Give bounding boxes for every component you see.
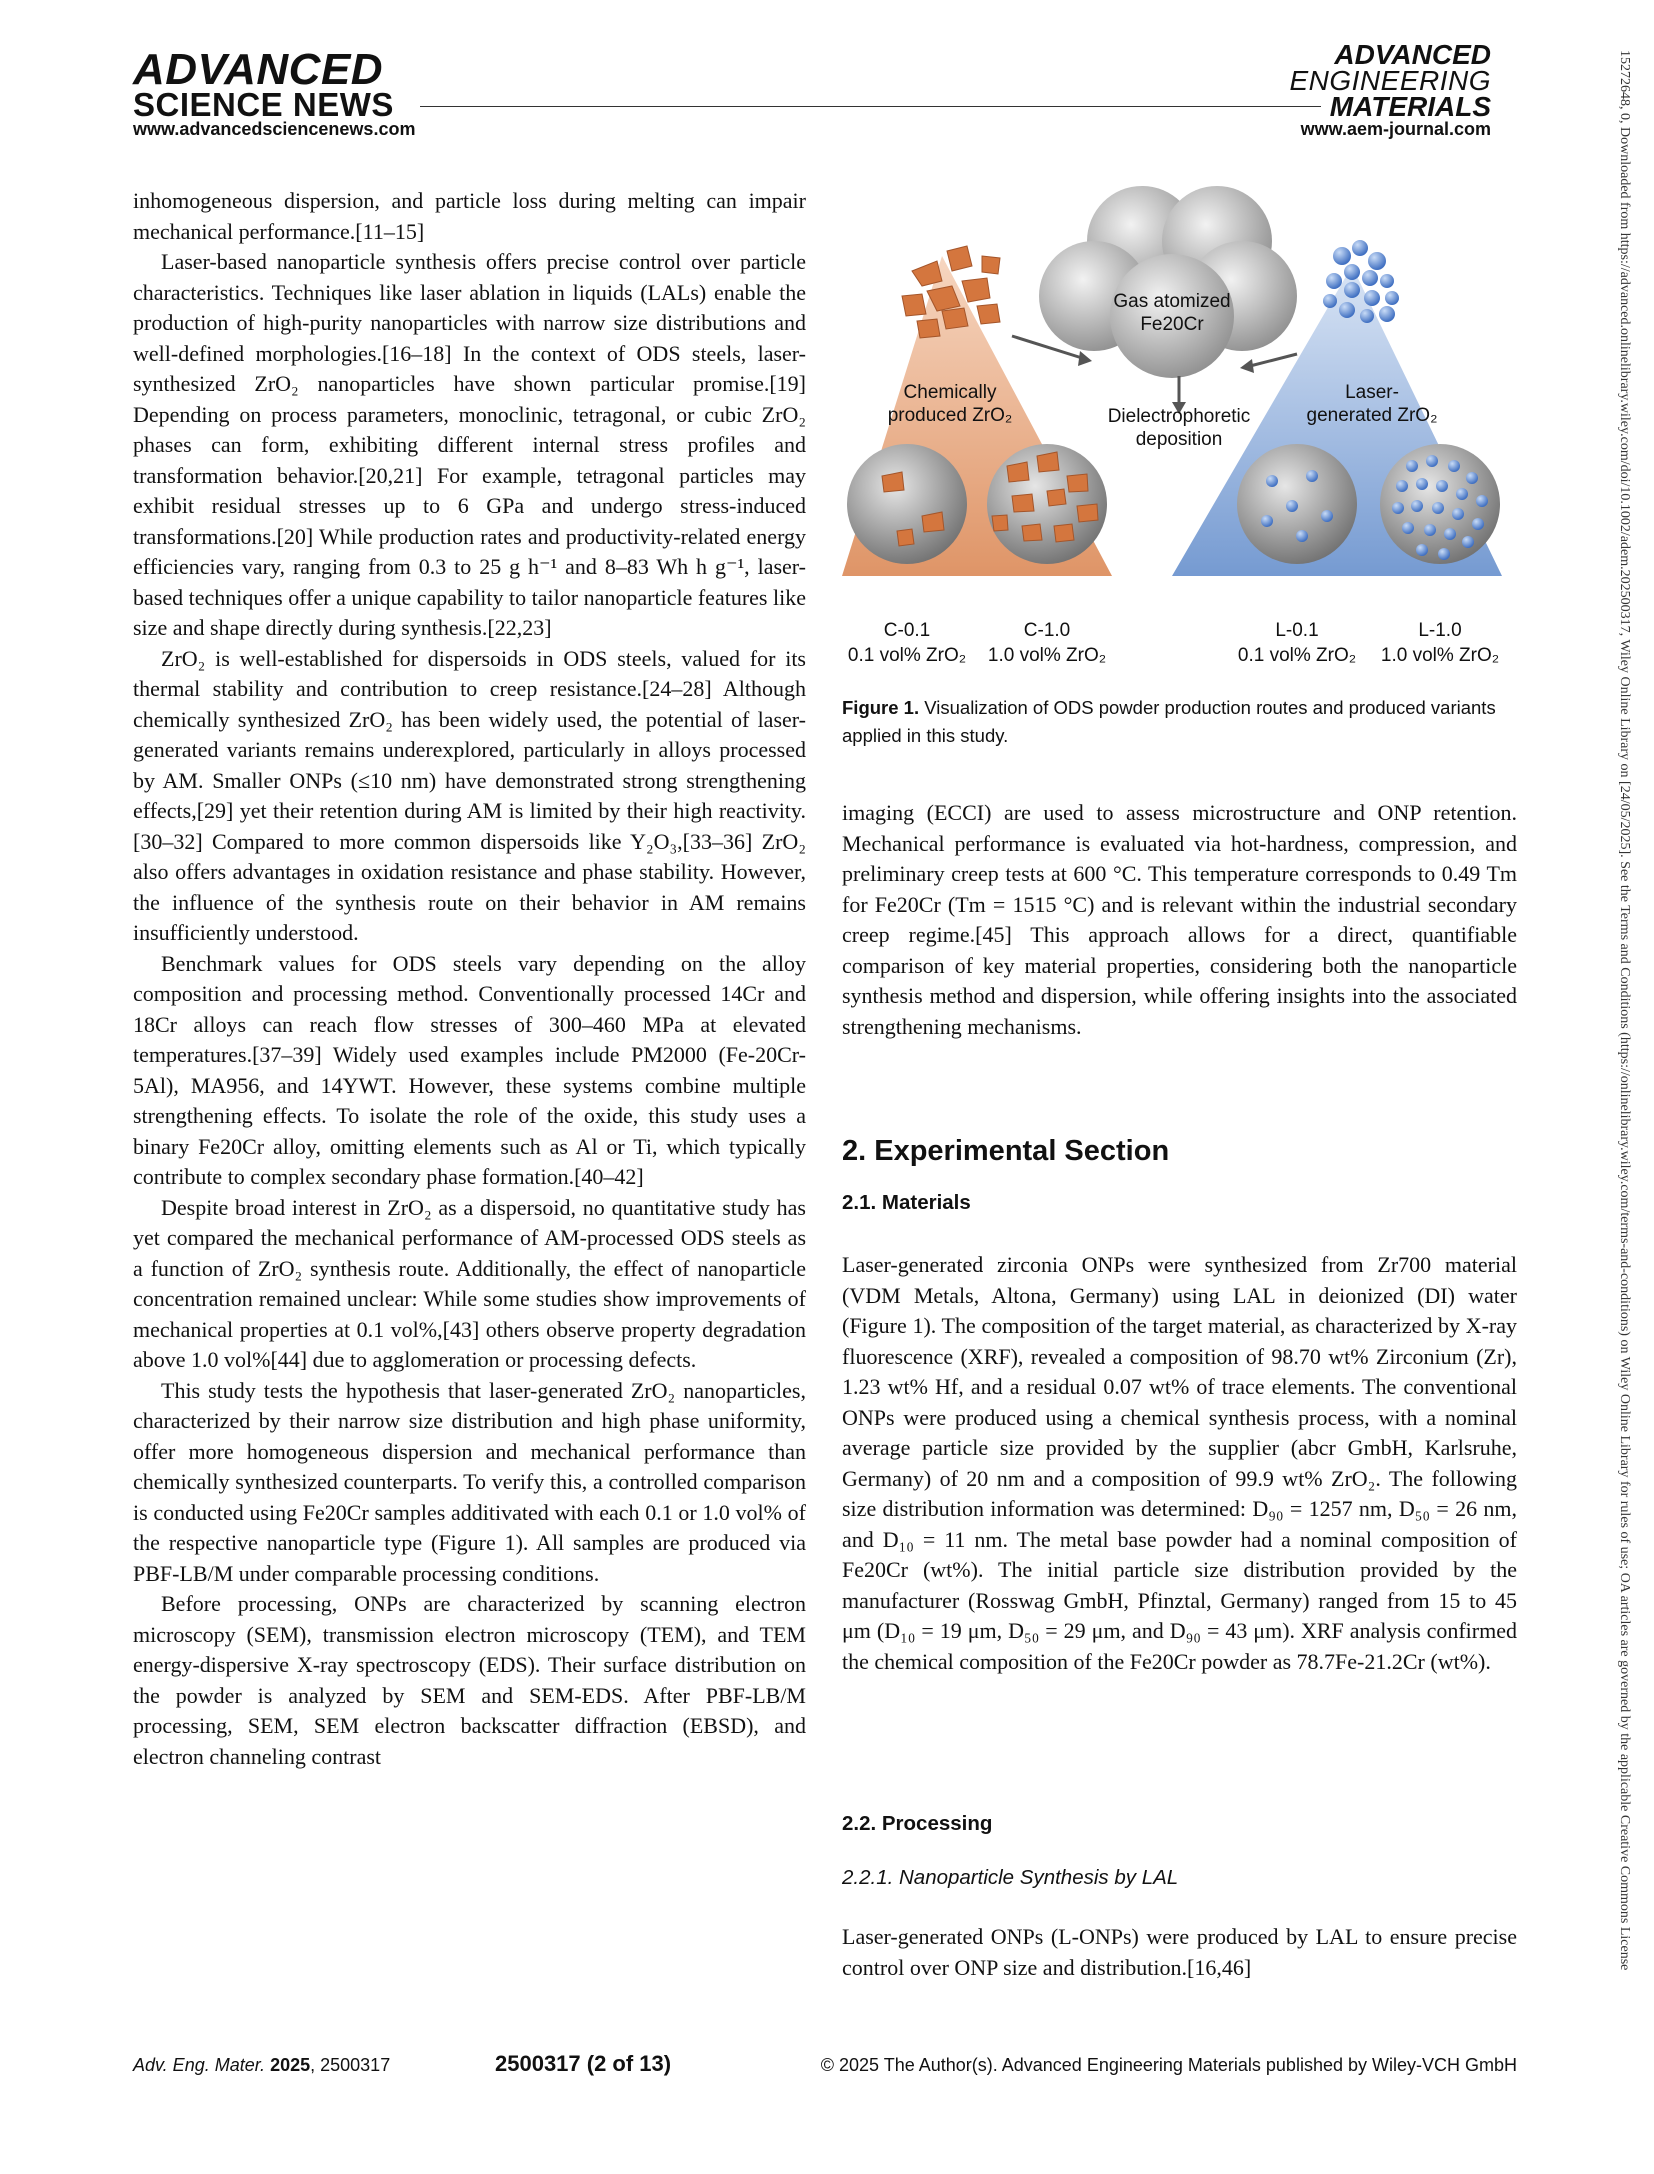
footer-year: 2025 — [270, 2055, 311, 2075]
powder-c01 — [847, 444, 967, 564]
journal-logo-line3: MATERIALS — [1329, 90, 1491, 122]
fig-label-dep2: deposition — [1135, 429, 1223, 450]
journal-logo-line2: ENGINEERING — [1289, 64, 1491, 96]
variant-l10-name: L-1.0 — [1418, 620, 1462, 641]
chemical-particles — [902, 246, 1000, 338]
left-paragraph-1: inhomogeneous dispersion, and particle loss during melting can impair mechanical performance.[11–15] — [133, 188, 806, 244]
variant-l01-desc: 0.1 vol% ZrO₂ — [1237, 645, 1357, 666]
fig-label-laser2: generated ZrO₂ — [1306, 405, 1438, 426]
fig-label-chem2: produced ZrO₂ — [887, 405, 1013, 426]
publisher-logo-line2: SCIENCE NEWS — [133, 85, 394, 123]
variant-l01-name: L-0.1 — [1275, 620, 1319, 641]
journal-logo — [1289, 39, 1491, 122]
fig-label-laser1: Laser- — [1345, 382, 1399, 403]
variant-c01-name: C-0.1 — [883, 620, 931, 641]
subsection-heading-materials: 2.1. Materials — [842, 1191, 971, 1214]
left-paragraph-4: Benchmark values for ODS steels vary depending on the alloy composition and processing method. Conventionally processed 14Cr and 18Cr alloys can reach flow stresses of 300–460 MPa at elevated temperatures.[37–39] Widely used examples include PM2000 (Fe-20Cr-5Al), MA956, and 14YWT. However, these systems combine multiple strengthening effects. To isolate the role of the oxide, this study uses a binary Fe20Cr alloy, omitting elements such as Al or Ti, which typically contribute to complex secondary phase formation.[40–42] — [133, 950, 806, 1189]
synthesis-paragraph: Laser-generated ONPs (L-ONPs) were produced by LAL to ensure precise control over ONP size and distribution.[16,46] — [842, 1924, 1517, 1980]
publisher-logo-line1: ADVANCED — [133, 45, 384, 94]
figure-caption — [842, 694, 1517, 750]
left-paragraph-3: ZrO₂ is well-established for dispersoids in ODS steels, valued for its thermal stability and contribution to creep resistance.[24–28] Although chemically synthesized ZrO₂ has been widely used, the potential of laser-generated variants remains underexplored, particularly in alloys processed by AM. Smaller ONPs (≤10 nm) have demonstrated strong strengthening effects,[29] yet their retention during AM is limited by their high reactivity.[30–32] Compared to more common dispersoids like Y₂O₃,[33–36] ZrO₂ also offers advantages in oxidation resistance and phase stability. However, the influence of the synthesis route on their behavior in AM remains insufficiently understood. — [133, 645, 806, 945]
subsubsection-heading-synthesis: 2.2.1. Nanoparticle Synthesis by LAL — [842, 1866, 1179, 1889]
left-column — [133, 186, 806, 1772]
figure-caption-label: Figure 1. — [842, 697, 920, 718]
journal-logo-line1: ADVANCED — [1334, 39, 1491, 70]
fig-label-gas: Gas atomized — [1113, 291, 1231, 312]
footer-copyright: © 2025 The Author(s). Advanced Engineering Materials published by Wiley-VCH GmbH — [820, 2055, 1517, 2075]
figure-1-graphic — [842, 186, 1517, 686]
publisher-url[interactable]: www.advancedsciencenews.com — [133, 119, 416, 139]
right-column-top — [842, 798, 1517, 1042]
variant-l10-desc: 1.0 vol% ZrO₂ — [1380, 645, 1500, 666]
left-paragraph-6: This study tests the hypothesis that laser-generated ZrO₂ nanoparticles, characterized by their narrow size distribution and high phase uniformity, offer more homogeneous dispersion and mechanical performance than chemically synthesized counterparts. To verify this, a controlled comparison is conducted using Fe20Cr samples additivated with each 0.1 or 1.0 vol% of the respective nanoparticle type (Figure 1). All samples are produced via PBF-LB/M under comparable processing conditions. — [133, 1377, 806, 1586]
publisher-logo — [133, 45, 394, 123]
footer-journal: Adv. Eng. Mater. — [133, 2055, 266, 2075]
materials-paragraph: Laser-generated zirconia ONPs were synthesized from Zr700 material (VDM Metals, Altona, Germany) using LAL in deionized (DI) water (Figure 1). The composition of the target material, as characterized by X-ray fluorescence (XRF), revealed a composition of 98.70 wt% Zirconium (Zr), 1.23 wt% Hf, and a residual 0.07 wt% of trace elements. The conventional ONPs were produced using a chemical synthesis process, with a nominal average particle size provided by the supplier (abcr GmbH, Karlsruhe, Germany) of 20 nm and a composition of 99.9 wt% ZrO₂. The following size distribution information was determined: D₉₀ = 1257 nm, D₅₀ = 26 nm, and D₁₀ = 11 nm. The metal base powder had a nominal composition of Fe20Cr (wt%). The initial particle size distribution provided by the manufacturer (Rosswag GmbH, Pfinztal, Germany) ranged from 15 to 45 μm (D₁₀ = 19 μm, D₅₀ = 29 μm, and D₉₀ = 43 μm). XRF analysis confirmed the chemical composition of the Fe20Cr powder as 78.7Fe-21.2Cr (wt%). — [842, 1252, 1517, 1674]
footer-page-number: 2500317 (2 of 13) — [495, 2051, 672, 2076]
subsection-heading-processing: 2.2. Processing — [842, 1812, 993, 1835]
variant-c10-name: C-1.0 — [1023, 620, 1071, 641]
variant-c01-desc: 0.1 vol% ZrO₂ — [847, 645, 967, 666]
left-paragraph-2: Laser-based nanoparticle synthesis offers precise control over particle characteristics. Techniques like laser ablation in liquids (LALs) enable the production of high-purity nanoparticles with narrow size distributions and well-defined morphologies.[16–18] In the context of ODS steels, laser-synthesized ZrO₂ nanoparticles have shown particular promise.[19] Depending on process parameters, monoclinic, tetragonal, or cubic ZrO₂ phases can form, exhibiting different internal stress profiles and transformation behavior.[20,21] For example, tetragonal particles may exhibit residual stresses up to 6 GPa and undergo stress-induced transformations.[20] While production rates and productivity-related energy efficiencies vary, ranging from 0.3 to 25 g h⁻¹ and 8–83 Wh h g⁻¹, laser-based techniques offer a unique capability to tailor nanoparticle features like size and shape directly during synthesis.[22,23] — [133, 249, 806, 640]
footer-citation — [133, 2055, 390, 2076]
left-paragraph-5: Despite broad interest in ZrO₂ as a dispersoid, no quantitative study has yet compared the mechanical performance of AM-processed ODS steels as a function of ZrO₂ synthesis route. Additionally, the effect of nanoparticle concentration remained unclear: While some studies show improvements of mechanical properties at 0.1 vol%,[43] others observe property degradation above 1.0 vol%[44] due to agglomeration or processing defects. — [133, 1194, 806, 1372]
left-paragraph-7: Before processing, ONPs are characterized by scanning electron microscopy (SEM), transmission electron microscopy (TEM), and TEM energy-dispersive X-ray spectroscopy (EDS). Their surface distribution on the powder is analyzed by SEM and SEM-EDS. After PBF-LB/M processing, SEM, SEM electron backscatter diffraction (EBSD), and electron channeling contrast — [133, 1591, 806, 1769]
right-paragraph-1: imaging (ECCI) are used to assess microstructure and ONP retention. Mechanical performance is evaluated via hot-hardness, compression, and preliminary creep tests at 600 °C. This temperature corresponds to 0.49 Tm for Fe20Cr (Tm = 1515 °C) and is relevant within the industrial secondary creep regime.[45] This approach allows for a direct, quantifiable comparison of key material properties, considering both the nanoparticle synthesis method and dispersion, while offering insights into the associated strengthening mechanisms. — [842, 800, 1517, 1039]
header-rule — [420, 106, 1321, 107]
fig-label-dep1: Dielectrophoretic — [1107, 406, 1251, 427]
fig-label-chem1: Chemically — [903, 382, 997, 403]
section-heading-experimental: 2. Experimental Section — [842, 1135, 1170, 1167]
fig-label-gas2: Fe20Cr — [1140, 314, 1204, 335]
figure-caption-text: Visualization of ODS powder production routes and produced variants applied in this study. — [842, 697, 1496, 746]
journal-url[interactable]: www.aem-journal.com — [1300, 119, 1491, 139]
figure-1 — [842, 186, 1517, 686]
footer-article-id: , 2500317 — [310, 2055, 391, 2075]
variant-c10-desc: 1.0 vol% ZrO₂ — [987, 645, 1107, 666]
side-download-notice: 15272648, 0, Downloaded from https://advanced.onlinelibrary.wiley.com/doi/10.1002/adem.202500317, Wiley Online Library on [24/05/2025]. See the Terms and Conditions (https://onlinelibrary.wiley.com/terms-and-conditions) on Wiley Online Library for rules of use; OA articles are governed by the applicable Creative Commons License — [1617, 50, 1632, 1971]
